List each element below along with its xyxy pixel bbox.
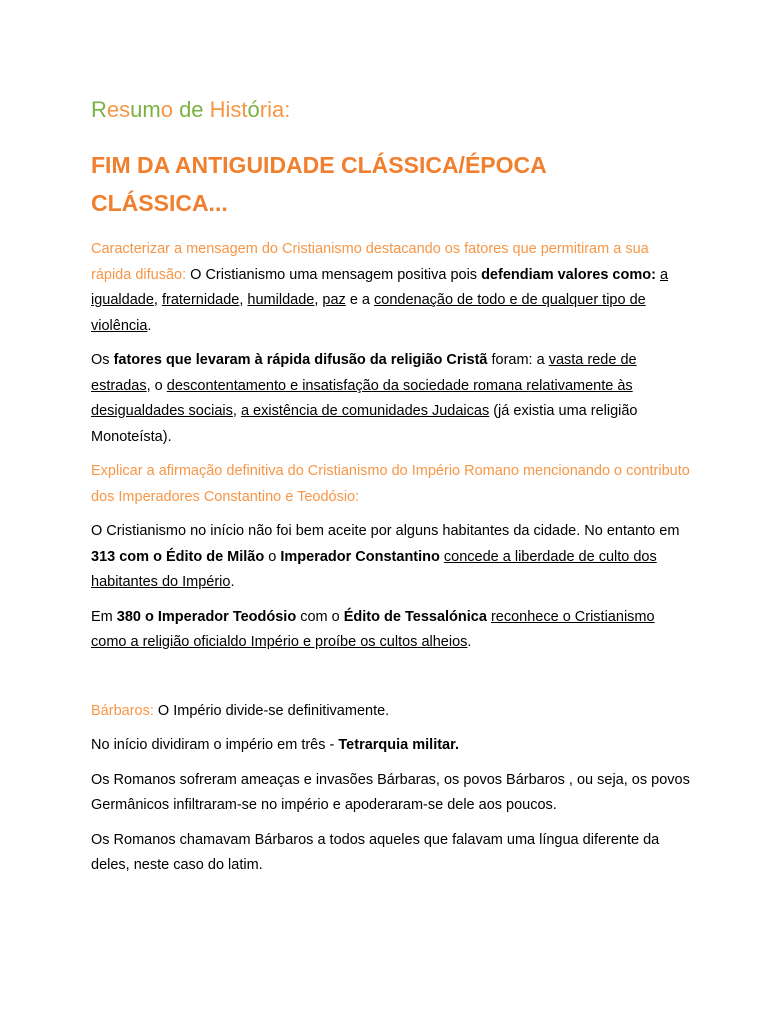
paragraph-tetrarquia bbox=[91, 733, 691, 759]
body-text: e a bbox=[345, 292, 375, 308]
title-segment: o bbox=[160, 97, 180, 122]
paragraph-cristianismo-mensagem bbox=[91, 237, 691, 339]
body-text: (já existia uma religião Monoteísta). bbox=[91, 403, 638, 445]
underlined-text: vasta rede de estradas bbox=[91, 352, 637, 394]
document-content bbox=[91, 92, 691, 888]
bold-text: 380 o Imperador Teodósio bbox=[116, 608, 297, 625]
body-text: O Cristianismo no início não foi bem aceite por alguns habitantes da cidade. No entanto em bbox=[91, 523, 680, 539]
paragraph-question-imperadores bbox=[91, 459, 691, 510]
underlined-text: reconhece o Cristianismo como a religião oficialdo Império e proíbe os cultos alheios bbox=[91, 608, 655, 650]
body-text: , bbox=[314, 292, 323, 308]
title-segment: de bbox=[179, 97, 210, 122]
title-segment: ria: bbox=[259, 97, 291, 122]
body-text: Os Romanos sofreram ameaças e invasões Bárbaras, os povos Bárbaros , ou seja, os povos Germânicos infiltraram-se no império e apoderaram-se dele aos poucos. bbox=[91, 771, 690, 813]
underlined-text: humildade bbox=[247, 292, 315, 308]
section-heading bbox=[91, 146, 691, 222]
paragraph-barbaros bbox=[91, 699, 691, 725]
underlined-text: a igualdade bbox=[91, 266, 669, 308]
underlined-text: a existência de comunidades Judaicas bbox=[240, 403, 490, 419]
heading-line-1: FIM DA ANTIGUIDADE CLÁSSICA/ÉPOCA bbox=[91, 152, 547, 178]
underlined-text: fraternidade bbox=[161, 292, 240, 308]
body-text: , o bbox=[146, 377, 167, 394]
bold-text: fatores que levaram à rápida difusão da religião Cristã bbox=[113, 352, 488, 368]
underlined-text: concede a liberdade de culto dos habitantes do Império bbox=[91, 548, 657, 590]
body-text: Em bbox=[91, 608, 117, 625]
question-text: Caracterizar a mensagem do Cristianismo destacando os fatores que permitiram a sua rápida difusão: bbox=[91, 241, 649, 283]
body-text: . bbox=[230, 574, 235, 590]
underlined-text: paz bbox=[322, 292, 346, 308]
body-text: o bbox=[264, 548, 281, 565]
title-segment: ó bbox=[247, 97, 260, 122]
body-text: Os Romanos chamavam Bárbaros a todos aqueles que falavam uma língua diferente da deles, neste caso do latim. bbox=[91, 831, 660, 873]
title-segment: es bbox=[106, 97, 131, 122]
question-text: Bárbaros: bbox=[91, 702, 154, 719]
paragraph-invasoes bbox=[91, 768, 691, 819]
paragraph-constantino bbox=[91, 519, 691, 596]
page-title bbox=[91, 92, 691, 128]
body-text: foram: a bbox=[487, 352, 549, 368]
bold-text: Imperador Constantino bbox=[280, 548, 440, 565]
bold-text: Tetrarquia militar. bbox=[338, 737, 459, 753]
body-text: , bbox=[239, 292, 248, 308]
bold-text: defendiam valores como: bbox=[481, 266, 656, 283]
body-text: , bbox=[232, 403, 241, 419]
title-segment: R bbox=[91, 97, 107, 122]
body-text: . bbox=[467, 634, 472, 650]
body-text: Os bbox=[91, 352, 114, 368]
title-segment: Hist bbox=[209, 97, 248, 122]
bold-text: Édito de Tessalónica bbox=[343, 608, 487, 625]
heading-line-2: CLÁSSICA... bbox=[91, 190, 228, 216]
body-text: com o bbox=[296, 608, 344, 625]
title-segment: um bbox=[130, 97, 161, 122]
bold-text: 313 com o Édito de Milão bbox=[91, 548, 265, 565]
underlined-text: descontentamento e insatisfação da sociedade romana relativamente às desigualdades sociais bbox=[91, 377, 633, 419]
body-text: . bbox=[147, 317, 152, 334]
body-text: , bbox=[153, 292, 162, 308]
body-text: O Cristianismo uma mensagem positiva pois bbox=[186, 266, 482, 283]
paragraph-latim bbox=[91, 828, 691, 879]
underlined-text: condenação de todo e de qualquer tipo de violência bbox=[91, 292, 646, 334]
body-text: O Império divide-se definitivamente. bbox=[153, 702, 390, 719]
question-text: Explicar a afirmação definitiva do Cristianismo do Império Romano mencionando o contributo dos Imperadores Constantino e Teodósio: bbox=[91, 463, 690, 505]
body-text: No início dividiram o império em três - bbox=[91, 737, 339, 753]
blank-space bbox=[91, 665, 691, 699]
paragraph-teodosio bbox=[91, 605, 691, 656]
paragraph-fatores-difusao bbox=[91, 348, 691, 450]
